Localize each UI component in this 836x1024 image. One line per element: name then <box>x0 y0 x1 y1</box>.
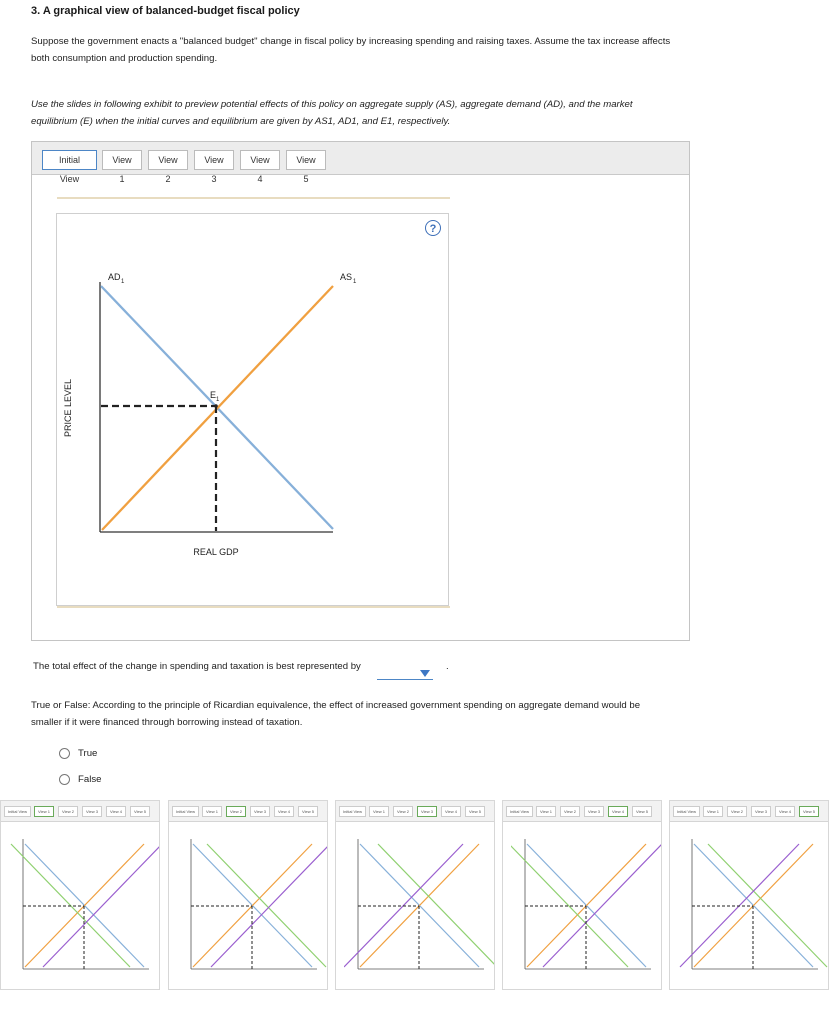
question-1 <box>33 661 361 672</box>
question-2 <box>31 697 731 731</box>
e1-label: E <box>210 390 217 400</box>
tab-view-4[interactable]: View 4 <box>240 150 280 170</box>
thumbnail-tab: View 3 <box>417 806 437 817</box>
tab-view-2[interactable]: View 2 <box>148 150 188 170</box>
thumbnail-tab: View 2 <box>393 806 413 817</box>
question-1-text: The total effect of the change in spending and taxation is best represented by <box>33 661 361 672</box>
thumbnail-tab: View 5 <box>298 806 318 817</box>
question-title: 3. A graphical view of balanced-budget fiscal policy <box>31 5 300 17</box>
thumb-ad2-curve <box>207 844 326 967</box>
thumbnail-view-2 <box>168 800 328 990</box>
ad1-label: AD <box>108 272 121 282</box>
radio-true[interactable] <box>59 748 70 759</box>
thumbnail-tabs <box>503 801 661 822</box>
tab-view-3[interactable]: View 3 <box>194 150 234 170</box>
as1-label: AS <box>340 272 353 282</box>
instruction-line-2: equilibrium (E) when the initial curves and equilibrium are given by AS1, AD1, and E1, respectively. <box>31 116 451 127</box>
thumbnail-tab: View 4 <box>274 806 294 817</box>
answer-dropdown[interactable] <box>377 667 433 680</box>
thumbnail-tab: View 3 <box>751 806 771 817</box>
graph-panel <box>56 213 449 606</box>
instruction-line-1: Use the slides in following exhibit to preview potential effects of this policy on aggregate supply (AS), aggregate demand (AD), and the market <box>31 99 633 110</box>
thumbnail-graph <box>344 829 494 989</box>
thumbnail-graph <box>177 829 327 989</box>
thumbnail-view-3 <box>335 800 495 990</box>
chevron-down-icon <box>420 670 430 677</box>
thumbnail-tabs <box>169 801 327 822</box>
question-2-line-1: True or False: According to the principle of Ricardian equivalence, the effect of increased government spending on aggregate demand would be <box>31 700 641 711</box>
x-axis-label: REAL GDP <box>193 547 239 557</box>
thumbnail-view-4 <box>502 800 662 990</box>
thumbnail-tab: View 5 <box>130 806 150 817</box>
top-divider <box>57 197 450 199</box>
thumbnail-tab: View 5 <box>632 806 652 817</box>
radio-false-label: False <box>78 774 102 786</box>
intro-line-1: Suppose the government enacts a "balanced budget" change in fiscal policy by increasing spending and raising taxes. Assume the tax increase affects <box>31 36 671 47</box>
radio-true-label: True <box>78 748 98 760</box>
thumbnail-tab: View 2 <box>58 806 78 817</box>
thumbnail-tab: View 4 <box>775 806 795 817</box>
ad-as-graph <box>57 214 450 607</box>
radio-option-true[interactable] <box>59 748 97 759</box>
ad1-subscript: 1 <box>121 279 125 285</box>
thumbnail-tab: View 3 <box>82 806 102 817</box>
help-icon[interactable]: ? <box>425 220 441 236</box>
thumbnail-tab: View 2 <box>226 806 246 817</box>
thumbnail-tabs <box>670 801 828 822</box>
thumbnail-tab: View 1 <box>536 806 556 817</box>
thumbnail-tab: Initial View <box>673 806 700 817</box>
thumbnail-tab: View 2 <box>727 806 747 817</box>
tab-view-1[interactable]: View 1 <box>102 150 142 170</box>
thumbnail-tabs <box>1 801 159 822</box>
thumbnail-tab: Initial View <box>4 806 31 817</box>
y-axis-label: PRICE LEVEL <box>63 378 73 438</box>
tab-initial-view[interactable]: Initial View <box>42 150 97 170</box>
view-tab-bar <box>32 142 689 184</box>
thumbnail-tab: Initial View <box>506 806 533 817</box>
bottom-divider <box>57 606 450 608</box>
thumbnail-tab: View 2 <box>560 806 580 817</box>
thumbnail-graph <box>678 829 828 989</box>
thumb-ad2-curve <box>511 844 628 967</box>
thumbnail-tabs <box>336 801 494 822</box>
thumb-ad2-curve <box>708 844 827 967</box>
thumbnail-graph <box>9 829 159 989</box>
thumbnail-tab: View 4 <box>106 806 126 817</box>
thumbnail-tab: View 1 <box>369 806 389 817</box>
thumbnail-tab: View 3 <box>250 806 270 817</box>
thumbnail-tab: View 3 <box>584 806 604 817</box>
intro-line-2: both consumption and production spending. <box>31 53 218 64</box>
thumbnail-tab: View 1 <box>703 806 723 817</box>
equilibrium-point <box>214 404 218 408</box>
thumbnail-view-1 <box>0 800 160 990</box>
e1-subscript: 1 <box>216 397 220 403</box>
thumbnail-tab: Initial View <box>172 806 199 817</box>
thumbnail-view-5 <box>669 800 829 990</box>
tab-view-5[interactable]: View 5 <box>286 150 326 170</box>
question-2-line-2: smaller if it were financed through borrowing instead of taxation. <box>31 717 303 728</box>
radio-option-false[interactable] <box>59 774 101 785</box>
intro-text <box>31 33 731 67</box>
thumbnail-tab: Initial View <box>339 806 366 817</box>
question-1-period: . <box>446 661 449 672</box>
thumbnail-tab: View 4 <box>608 806 628 817</box>
thumbnail-tab: View 1 <box>34 806 54 817</box>
thumbnail-tab: View 4 <box>441 806 461 817</box>
graph-widget <box>31 141 690 641</box>
thumbnail-graph <box>511 829 661 989</box>
thumbnail-tab: View 5 <box>799 806 819 817</box>
thumbnail-tab: View 5 <box>465 806 485 817</box>
instruction-text <box>31 96 731 130</box>
as1-subscript: 1 <box>353 279 357 285</box>
thumbnail-tab: View 1 <box>202 806 222 817</box>
radio-false[interactable] <box>59 774 70 785</box>
